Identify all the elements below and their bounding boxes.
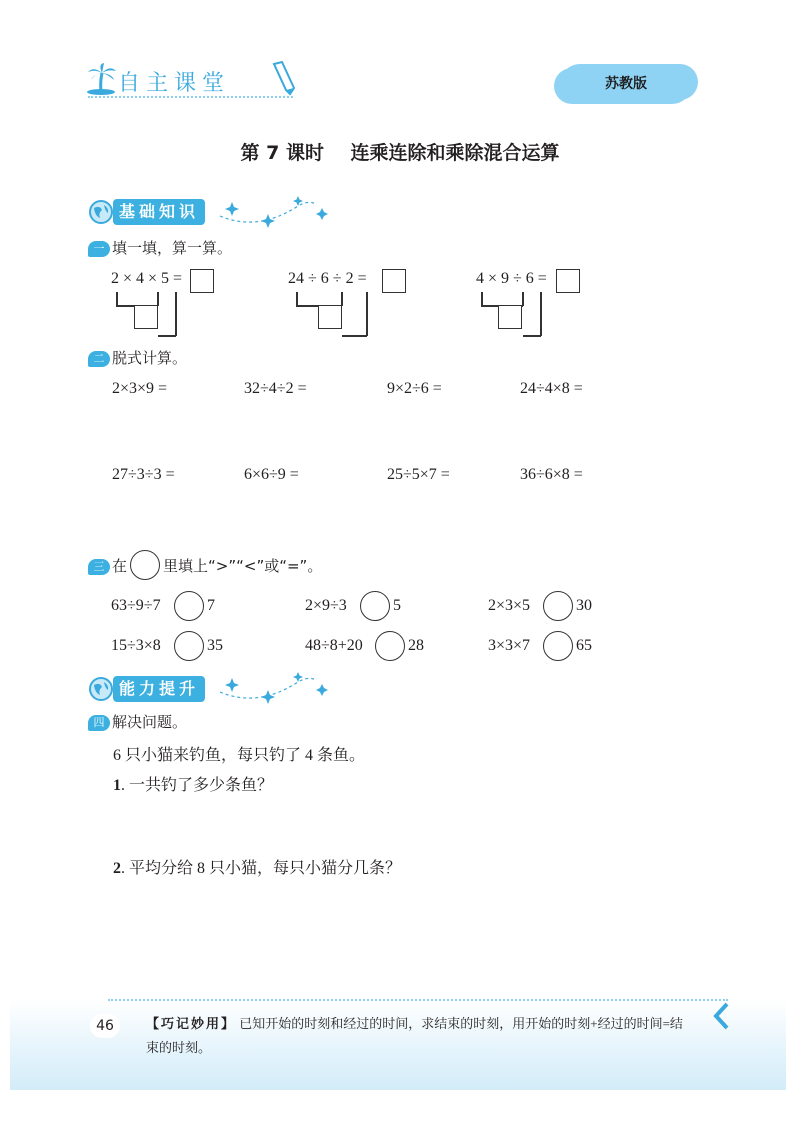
tip-label: 【巧记妙用】 [146, 1016, 237, 1031]
palm-tree-icon [86, 62, 118, 96]
q3-compare-circle[interactable] [375, 631, 405, 661]
q1-expression-2: 24 ÷ 6 ÷ 2 = [288, 270, 367, 287]
question-3-title [88, 555, 127, 576]
bracket-line [341, 292, 343, 306]
q2-item: 6×6÷9 = [244, 466, 299, 483]
example-circle-icon [130, 550, 160, 580]
q3-compare-circle[interactable] [543, 591, 573, 621]
q3-right: 65 [576, 637, 592, 654]
q2-item: 9×2÷6 = [387, 380, 442, 397]
q1-step-box-2[interactable] [318, 305, 342, 329]
bracket-line [116, 292, 118, 306]
question-4-title [88, 711, 187, 732]
bracket-line [481, 292, 483, 306]
q3-compare-circle[interactable] [360, 591, 390, 621]
bracket-line [540, 292, 542, 336]
q2-item: 2×3×9 = [112, 380, 168, 397]
sparkle-decoration [218, 670, 338, 704]
q3-left: 15÷3×8 [111, 637, 161, 654]
question-2-number: 二 [88, 351, 110, 367]
globe-icon [88, 199, 114, 225]
q1-answer-box-3[interactable] [556, 269, 580, 293]
edition-badge: 苏教版 [560, 64, 692, 104]
bracket-line [157, 292, 159, 306]
q1-answer-box-1[interactable] [190, 269, 214, 293]
q3-left: 2×3×5 [488, 597, 531, 614]
q3-compare-circle[interactable] [543, 631, 573, 661]
question-3-text-pre: 在 [112, 557, 128, 575]
q3-right: 7 [207, 597, 215, 614]
q4-intro: 6 只小猫来钓鱼，每只钓了 4 条鱼。 [113, 747, 366, 764]
q3-right: 28 [408, 637, 424, 654]
tip-text: 已知开始的时刻和经过的时间，求结束的时刻，用开始的时刻+经过的时间=结束的时刻。 [146, 1016, 683, 1055]
tip-box [146, 1012, 686, 1060]
q2-item: 32÷4÷2 = [244, 380, 307, 397]
bracket-line [175, 292, 177, 336]
chevron-left-icon [712, 1002, 730, 1030]
bracket-line [342, 335, 367, 337]
bracket-line [366, 292, 368, 336]
question-4-number: 四 [88, 715, 110, 731]
q4-sub-2 [113, 855, 401, 878]
brand-title: 自主课堂 [118, 71, 231, 96]
question-2-title [88, 347, 187, 368]
question-4-text: 解决问题。 [112, 713, 188, 731]
bracket-line [296, 292, 298, 306]
q3-compare-circle[interactable] [174, 591, 204, 621]
q4-sub-1-text: . 一共钓了多少条鱼？ [121, 777, 274, 794]
q4-sub-1-number: 1 [113, 777, 121, 794]
q4-sub-2-text: . 平均分给 8 只小猫，每只小猫分几条？ [121, 860, 402, 877]
q2-item: 27÷3÷3 = [112, 466, 175, 483]
q3-right: 30 [576, 597, 592, 614]
sparkle-decoration [218, 194, 338, 228]
q2-item: 24÷4×8 = [520, 380, 583, 397]
section-banner-advance: 能力提升 [113, 676, 205, 702]
page-number: 46 [90, 1014, 120, 1038]
q4-sub-1 [113, 772, 273, 795]
question-1-number: 一 [88, 241, 110, 257]
footer-divider [108, 999, 728, 1001]
q4-sub-2-number: 2 [113, 860, 121, 877]
globe-icon [88, 676, 114, 702]
q1-answer-box-2[interactable] [382, 269, 406, 293]
q1-expression-3: 4 × 9 ÷ 6 = [476, 270, 547, 287]
bracket-line [523, 335, 541, 337]
pencil-icon [268, 60, 298, 96]
question-1-text: 填一填，算一算。 [112, 239, 233, 257]
q3-left: 48÷8+20 [305, 637, 363, 654]
section-banner-basic: 基础知识 [113, 199, 205, 225]
q3-left: 2×9÷3 [305, 597, 347, 614]
q3-right: 35 [207, 637, 223, 654]
q1-expression-1: 2 × 4 × 5 = [111, 270, 183, 287]
q2-item: 36÷6×8 = [520, 466, 583, 483]
bracket-line [522, 292, 524, 306]
q3-right: 5 [393, 597, 401, 614]
question-1-title [88, 237, 232, 258]
question-3-number: 三 [88, 559, 110, 575]
header-divider [88, 96, 293, 98]
q2-item: 25÷5×7 = [387, 466, 450, 483]
q1-step-box-3[interactable] [498, 305, 522, 329]
question-3-text-post: 里填上“>”“<”或“=”。 [163, 557, 323, 575]
q3-compare-circle[interactable] [174, 631, 204, 661]
question-2-text: 脱式计算。 [112, 349, 188, 367]
q3-left: 3×3×7 [488, 637, 531, 654]
q1-step-box-1[interactable] [134, 305, 158, 329]
q3-left: 63÷9÷7 [111, 597, 161, 614]
bracket-line [158, 335, 176, 337]
lesson-title: 第 7 课时 连乘连除和乘除混合运算 [240, 142, 560, 164]
